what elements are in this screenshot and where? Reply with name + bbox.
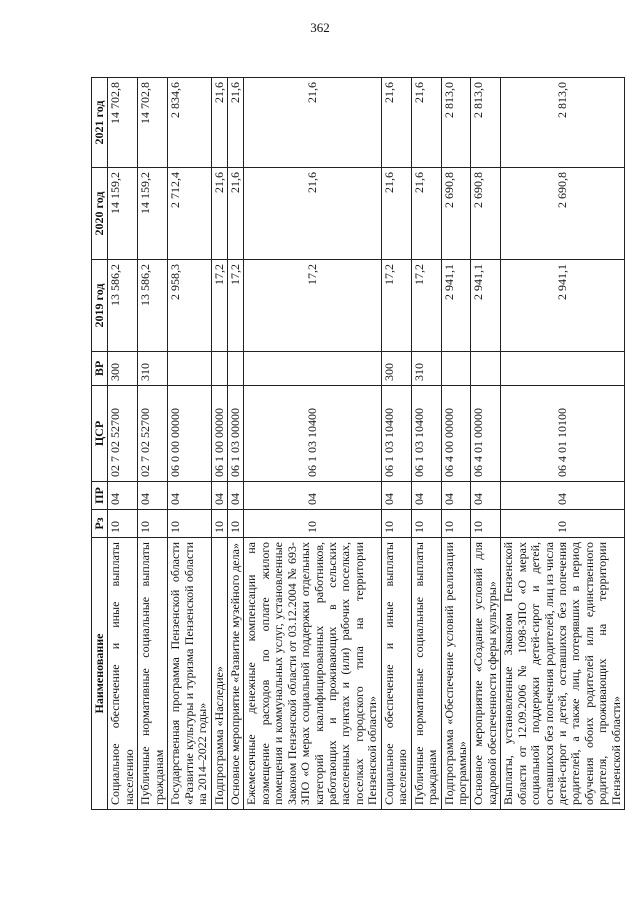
cell-vr: 300 [381, 352, 411, 386]
cell-pr: 04 [471, 482, 501, 510]
page-number: 362 [310, 20, 330, 35]
table-row [411, 78, 441, 810]
cell-2021: 14 702,8 [108, 78, 138, 168]
cell-rz: 10 [227, 510, 243, 538]
cell-name: Подпрограмма «Обеспечение условий реализации программы» [441, 538, 471, 810]
cell-pr: 04 [211, 482, 227, 510]
cell-rz: 10 [211, 510, 227, 538]
table-row [381, 78, 411, 810]
cell-vr [471, 352, 501, 386]
cell-2020: 14 159,2 [108, 168, 138, 260]
cell-2021: 2 813,0 [501, 78, 625, 168]
cell-2021: 21,6 [411, 78, 441, 168]
cell-name: Основное мероприятие «Развитие музейного дела» [227, 538, 243, 810]
cell-vr: 310 [138, 352, 168, 386]
cell-name: Основное мероприятие «Создание условий для кадровой обеспеченности сферы культуры» [471, 538, 501, 810]
cell-rz: 10 [244, 510, 381, 538]
table-body [108, 78, 625, 810]
cell-name: Выплаты, установленные Законом Пензенской области от 12.09.2006 № 1098-ЗПО «О мерах социальной поддержки детей-сирот и детей, оставшихся без попечения родителей, лиц из числа детей-сирот и детей, оставшихся без попечения родителей, а также лиц, потерявших в период обучения обоих родителей или единственного родителя, проживающих на территории Пензенской области» [501, 538, 625, 810]
cell-2019: 2 958,3 [168, 260, 211, 352]
cell-vr [211, 352, 227, 386]
cell-csr: 02 7 02 52700 [108, 386, 138, 482]
cell-2019: 13 586,2 [108, 260, 138, 352]
cell-name: Подпрограмма «Наследие» [211, 538, 227, 810]
cell-csr: 06 0 00 00000 [168, 386, 211, 482]
cell-2021: 21,6 [381, 78, 411, 168]
col-2019-header: 2019 год [92, 260, 108, 352]
cell-vr [227, 352, 243, 386]
cell-2021: 21,6 [211, 78, 227, 168]
cell-2020: 21,6 [211, 168, 227, 260]
col-vr-header: ВР [92, 352, 108, 386]
cell-2019: 2 941,1 [501, 260, 625, 352]
cell-vr [168, 352, 211, 386]
cell-rz: 10 [138, 510, 168, 538]
cell-rz: 10 [381, 510, 411, 538]
cell-rz: 10 [411, 510, 441, 538]
cell-vr [244, 352, 381, 386]
cell-vr: 310 [411, 352, 441, 386]
col-pr-header: ПР [92, 482, 108, 510]
cell-pr: 04 [441, 482, 471, 510]
cell-vr: 300 [108, 352, 138, 386]
table-row [501, 78, 625, 810]
cell-2019: 17,2 [227, 260, 243, 352]
cell-2020: 2 712,4 [168, 168, 211, 260]
cell-pr: 04 [138, 482, 168, 510]
cell-csr: 02 7 02 52700 [138, 386, 168, 482]
col-rz-header: Рз [92, 510, 108, 538]
cell-name: Государственная программа Пензенской области «Развитие культуры и туризма Пензенской области на 2014–2022 годы» [168, 538, 211, 810]
cell-2021: 21,6 [227, 78, 243, 168]
col-2021-header: 2021 год [92, 78, 108, 168]
cell-2020: 21,6 [244, 168, 381, 260]
cell-2020: 21,6 [411, 168, 441, 260]
cell-csr: 06 4 01 10100 [501, 386, 625, 482]
cell-csr: 06 1 03 10400 [411, 386, 441, 482]
cell-pr: 04 [381, 482, 411, 510]
cell-2019: 2 941,1 [471, 260, 501, 352]
cell-pr: 04 [244, 482, 381, 510]
cell-name: Социальное обеспечение и иные выплаты населению [381, 538, 411, 810]
table-row [138, 78, 168, 810]
cell-2020: 21,6 [381, 168, 411, 260]
cell-csr: 06 4 01 00000 [471, 386, 501, 482]
cell-2020: 2 690,8 [441, 168, 471, 260]
table-row [108, 78, 138, 810]
cell-csr: 06 4 00 00000 [441, 386, 471, 482]
table-row [211, 78, 227, 810]
cell-2020: 21,6 [227, 168, 243, 260]
cell-2021: 2 813,0 [471, 78, 501, 168]
cell-vr [501, 352, 625, 386]
col-csr-header: ЦСР [92, 386, 108, 482]
cell-2020: 2 690,8 [501, 168, 625, 260]
col-name-header: Наименование [92, 538, 108, 810]
cell-2019: 17,2 [211, 260, 227, 352]
cell-name: Публичные нормативные социальные выплаты гражданам [411, 538, 441, 810]
cell-csr: 06 1 03 10400 [244, 386, 381, 482]
rotated-table-container [91, 78, 623, 810]
table-row [227, 78, 243, 810]
cell-2020: 2 690,8 [471, 168, 501, 260]
cell-pr: 04 [227, 482, 243, 510]
col-2020-header: 2020 год [92, 168, 108, 260]
cell-csr: 06 1 03 10400 [381, 386, 411, 482]
table-row [471, 78, 501, 810]
cell-pr: 04 [411, 482, 441, 510]
cell-2020: 14 159,2 [138, 168, 168, 260]
cell-2021: 21,6 [244, 78, 381, 168]
cell-rz: 10 [108, 510, 138, 538]
cell-pr: 04 [501, 482, 625, 510]
table-row [168, 78, 211, 810]
cell-vr [441, 352, 471, 386]
cell-2019: 13 586,2 [138, 260, 168, 352]
cell-2021: 14 702,8 [138, 78, 168, 168]
cell-2021: 2 813,0 [441, 78, 471, 168]
cell-2019: 17,2 [411, 260, 441, 352]
cell-rz: 10 [168, 510, 211, 538]
cell-2019: 2 941,1 [441, 260, 471, 352]
cell-2019: 17,2 [381, 260, 411, 352]
budget-table [91, 77, 625, 810]
cell-pr: 04 [108, 482, 138, 510]
table-row [441, 78, 471, 810]
table-row [244, 78, 381, 810]
cell-rz: 10 [471, 510, 501, 538]
cell-2021: 2 834,6 [168, 78, 211, 168]
cell-name: Ежемесячные денежные компенсации на возмещение расходов по оплате жилого помещения и коммунальных услуг, установленные Законом Пензенской области от 03.12.2004 № 693-ЗПО «О мерах социальной поддержки отдельных категорий квалифицированных работников, работающих и проживающих в сельских населенных пунктах и (или) рабочих поселках, поселках городского типа на территории Пензенской области» [244, 538, 381, 810]
table-header [92, 78, 108, 810]
cell-csr: 06 1 03 00000 [227, 386, 243, 482]
cell-2019: 17,2 [244, 260, 381, 352]
header-row [92, 78, 108, 810]
cell-rz: 10 [501, 510, 625, 538]
cell-name: Социальное обеспечение и иные выплаты населению [108, 538, 138, 810]
cell-csr: 06 1 00 00000 [211, 386, 227, 482]
cell-pr: 04 [168, 482, 211, 510]
cell-name: Публичные нормативные социальные выплаты гражданам [138, 538, 168, 810]
cell-rz: 10 [441, 510, 471, 538]
